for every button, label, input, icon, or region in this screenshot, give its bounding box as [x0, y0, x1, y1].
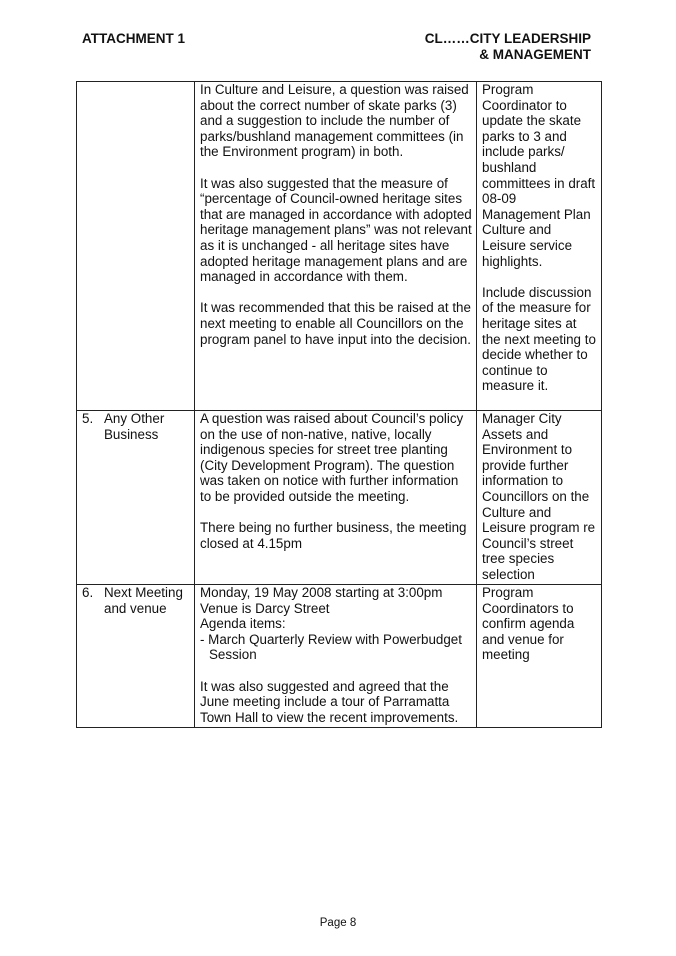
department-heading-line2: & MANAGEMENT — [479, 47, 591, 62]
item-cell — [77, 411, 195, 585]
minutes-table — [76, 81, 602, 728]
agenda-heading: Agenda items: — [200, 616, 286, 632]
item-cell — [77, 585, 195, 728]
table-row — [77, 585, 602, 728]
table-row — [77, 411, 602, 585]
action-paragraph: Manager City Assets and Environment to provide further information to Councillors on the Culture and Leisure program re Council’s street tree species selection — [482, 411, 596, 582]
meeting-date: Monday, 19 May 2008 starting at 3:00pm — [200, 585, 443, 600]
department-heading — [425, 31, 591, 63]
action-cell — [477, 585, 602, 728]
agenda-item: - March Quarterly Review with Powerbudget Session — [200, 631, 462, 663]
discussion-cell — [195, 585, 477, 728]
discussion-paragraph: A question was raised about Council’s policy on the use of non-native, native, locally indigenous species for street tree planting (City Development Program). The question was taken on notice with further information to be provided outside the meeting. — [200, 411, 464, 504]
item-label: Next Meeting and venue — [104, 585, 183, 616]
item-number: 6. — [82, 585, 94, 600]
action-paragraph: Program Coordinators to confirm agenda and venue for meeting — [482, 585, 575, 663]
table-row — [77, 82, 602, 411]
action-paragraph: Include discussion of the measure for heritage sites at the next meeting to decide whether to continue to measure it. — [482, 284, 596, 394]
item-number: 5. — [82, 411, 94, 426]
discussion-paragraph: There being no further business, the meeting closed at 4.15pm — [200, 520, 467, 551]
discussion-cell — [195, 82, 477, 411]
action-cell — [477, 411, 602, 585]
meeting-venue: Venue is Darcy Street — [200, 600, 330, 616]
attachment-label: ATTACHMENT 1 — [82, 31, 185, 46]
item-cell — [77, 82, 195, 411]
action-cell — [477, 82, 602, 411]
discussion-paragraph: It was also suggested that the measure of “percentage of Council-owned heritage sites that are managed in accordance with adopted heritage management plans” was not relevant as it is unchanged - all heritage sites have adopted heritage management plans and are managed in accordance with them. — [200, 175, 472, 285]
discussion-paragraph: It was also suggested and agreed that the June meeting include a tour of Parramatta Town Hall to view the recent improvements. — [200, 678, 459, 725]
page-number: Page 8 — [319, 917, 357, 929]
discussion-paragraph: In Culture and Leisure, a question was raised about the correct number of skate parks (3) and a suggestion to include the number of parks/bushland management committees (in the Environment program) in both. — [200, 82, 469, 160]
action-paragraph: Program Coordinator to update the skate parks to 3 and include parks/ bushland committees in draft 08-09 Management Plan Culture and Leisure service highlights. — [482, 82, 596, 269]
department-heading-line1: CL……CITY LEADERSHIP — [424, 31, 591, 46]
item-label: Any Other Business — [104, 411, 165, 442]
discussion-paragraph: It was recommended that this be raised at the next meeting to enable all Councillors on the program panel to have input into the decision. — [200, 300, 471, 347]
discussion-cell — [195, 411, 477, 585]
